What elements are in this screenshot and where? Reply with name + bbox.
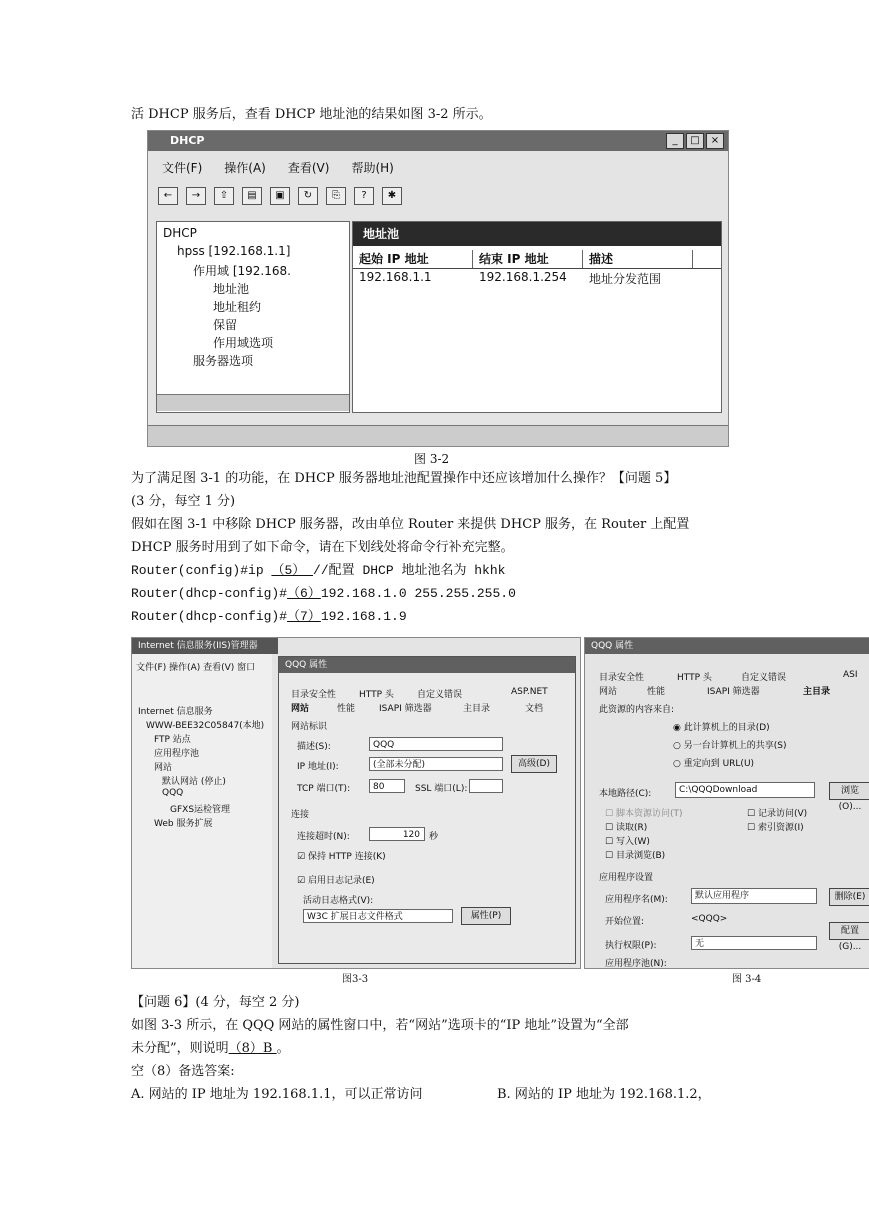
back-icon[interactable]: ← xyxy=(158,187,178,205)
cmd1-suffix: //配置 DHCP 地址池名为 hkhk xyxy=(313,563,506,578)
new-icon[interactable]: ✱ xyxy=(382,187,402,205)
question-line-2: (3 分，每空 1 分) xyxy=(131,494,236,509)
pool-column-headers xyxy=(353,250,721,269)
dhcp-toolbar xyxy=(148,187,728,209)
checkbox-directory-browsing[interactable]: ☐ 目录浏览(B) xyxy=(605,851,666,861)
tab-custom-errors[interactable]: 自定义错误 xyxy=(417,690,463,700)
index-resource-label: 索引资源(I) xyxy=(757,823,804,833)
qqq-properties-dialog xyxy=(278,656,576,964)
timeout-label: 连接超时(N): xyxy=(297,832,350,842)
command-line-3 xyxy=(131,609,407,625)
app-name-label: 应用程序名(M): xyxy=(605,895,668,905)
local-path-label: 本地路径(C): xyxy=(599,789,652,799)
figure-3-3-caption: 图3-3 xyxy=(342,974,369,985)
ip-address-label: IP 地址(I): xyxy=(297,762,339,772)
iis-tree-gfxs[interactable]: GFXS运检管理 xyxy=(170,805,231,815)
q6-line-2: 如图 3-3 所示，在 QQQ 网站的属性窗口中，若“网站”选项卡的“IP 地址”设置为“全部 xyxy=(131,1018,629,1033)
checkbox-read[interactable]: ☐ 读取(R) xyxy=(605,823,648,833)
ip-address-select[interactable]: (全部未分配) xyxy=(369,757,503,771)
config-button[interactable]: 配置(G)... xyxy=(829,922,869,940)
cell-end-ip: 192.168.1.254 xyxy=(479,270,567,284)
dialog-title-2: QQQ 属性 xyxy=(585,638,869,654)
tree-item-address-pool[interactable]: 地址池 xyxy=(213,282,250,296)
logging-checkbox[interactable] xyxy=(297,873,375,886)
description-label: 描述(S): xyxy=(297,742,331,752)
q6-line-3-prefix: 未分配”，则说明 xyxy=(131,1041,229,1056)
tab2-custom-errors[interactable]: 自定义错误 xyxy=(741,673,787,683)
q6-line-1: 【问题 6】(4 分，每空 2 分) xyxy=(131,995,300,1010)
cmd2-prefix: Router(dhcp-config)# xyxy=(131,586,288,601)
log-format-label: 活动日志格式(V): xyxy=(303,896,374,906)
iis-tree-ftp[interactable]: FTP 站点 xyxy=(154,735,191,745)
tree-item-reservations[interactable]: 保留 xyxy=(213,318,238,332)
question-line-1: 为了满足图 3-1 的功能，在 DHCP 服务器地址池配置操作中还应该增加什么操作？【问题 5】 xyxy=(131,471,677,486)
dhcp-menu-bar xyxy=(148,159,728,179)
command-line-1 xyxy=(131,563,505,579)
iis-tree-default-site[interactable]: 默认网站 (停止) xyxy=(162,777,226,787)
tab2-home-directory[interactable]: 主目录 xyxy=(803,687,831,697)
dhcp-tree xyxy=(156,221,350,413)
figure-3-2-dhcp-console xyxy=(147,130,729,447)
write-label: 写入(W) xyxy=(615,837,650,847)
checkbox-script-access[interactable]: ☐ 脚本资源访问(T) xyxy=(605,809,683,819)
col-end-ip[interactable]: 结束 IP 地址 xyxy=(473,250,583,268)
tab2-isapi-filters[interactable]: ISAPI 筛选器 xyxy=(707,687,760,697)
tab2-website[interactable]: 网站 xyxy=(599,687,618,697)
iis-manager-menus: 文件(F) 操作(A) 查看(V) 窗口 xyxy=(136,663,256,673)
exec-permission-label: 执行权限(P): xyxy=(605,941,657,951)
tab2-directory-security[interactable]: 目录安全性 xyxy=(599,673,645,683)
tree-item-scope[interactable]: 作用域 [192.168. xyxy=(193,264,291,278)
script-access-label: 脚本资源访问(T) xyxy=(615,809,683,819)
tree-scrollbar[interactable] xyxy=(157,394,349,411)
tab-asp-net[interactable]: ASP.NET xyxy=(511,687,548,697)
cell-start-ip: 192.168.1.1 xyxy=(359,270,432,284)
radio-network-share[interactable]: ○ 另一台计算机上的共享(S) xyxy=(673,741,787,751)
read-label: 读取(R) xyxy=(615,823,648,833)
ssl-port-input[interactable] xyxy=(469,779,503,793)
tab-documents[interactable]: 文档 xyxy=(525,704,544,714)
tab-isapi-filters[interactable]: ISAPI 筛选器 xyxy=(379,704,432,714)
answer-blank-8: （8）B xyxy=(228,1041,277,1056)
tree-item-address-leases[interactable]: 地址租约 xyxy=(213,300,262,314)
tab-http-headers[interactable]: HTTP 头 xyxy=(359,690,394,700)
dialog-title: QQQ 属性 xyxy=(279,657,575,673)
iis-manager-title: Internet 信息服务(IIS)管理器 xyxy=(132,638,278,654)
start-position-label: 开始位置: xyxy=(605,917,645,927)
cmd3-prefix: Router(dhcp-config)# xyxy=(131,609,288,624)
iis-tree-web-ext[interactable]: Web 服务扩展 xyxy=(154,819,213,829)
cmd3-suffix: 192.168.1.9 xyxy=(320,609,407,624)
help-icon[interactable]: ? xyxy=(354,187,374,205)
radio-local-directory-label: 此计算机上的目录(D) xyxy=(683,723,770,733)
log-properties-button[interactable]: 属性(P) xyxy=(461,907,511,925)
tree-item-server[interactable]: hpss [192.168.1.1] xyxy=(177,244,291,258)
keepalive-label: 保持 HTTP 连接(K) xyxy=(307,852,386,862)
checkbox-checked-icon: ☑ xyxy=(297,876,308,886)
keepalive-checkbox[interactable] xyxy=(297,849,386,862)
tab2-http-headers[interactable]: HTTP 头 xyxy=(677,673,712,683)
checkbox-write[interactable]: ☐ 写入(W) xyxy=(605,837,650,847)
option-a: A. 网站的 IP 地址为 192.168.1.1，可以正常访问 xyxy=(131,1087,423,1102)
radio-local-directory[interactable]: ◉ 此计算机上的目录(D) xyxy=(673,723,770,733)
intro-line: 活 DHCP 服务后，查看 DHCP 地址池的结果如图 3-2 所示。 xyxy=(131,107,492,122)
address-pool-pane xyxy=(352,221,722,413)
figure-3-4-caption: 图 3-4 xyxy=(732,974,762,985)
command-line-2 xyxy=(131,586,516,602)
minimize-icon[interactable]: _ xyxy=(666,133,684,149)
tcp-port-label: TCP 端口(T): xyxy=(297,784,351,794)
description-input[interactable]: QQQ xyxy=(369,737,503,751)
local-path-input[interactable]: C:\QQQDownload xyxy=(675,782,815,798)
maximize-icon[interactable]: □ xyxy=(686,133,704,149)
close-icon[interactable]: × xyxy=(706,133,724,149)
menu-action[interactable]: 操作(A) xyxy=(224,161,266,175)
q6-line-3-suffix: 。 xyxy=(276,1041,290,1056)
app-settings-section: 应用程序设置 xyxy=(599,873,654,883)
up-icon[interactable]: ⇧ xyxy=(214,187,234,205)
col-start-ip[interactable]: 起始 IP 地址 xyxy=(353,250,473,268)
forward-icon[interactable]: → xyxy=(186,187,206,205)
checkbox-index-resource[interactable]: ☐ 索引资源(I) xyxy=(747,823,804,833)
figure-3-2-caption: 图 3-2 xyxy=(414,452,450,466)
option-b: B. 网站的 IP 地址为 192.168.1.2， xyxy=(497,1087,711,1102)
log-format-select[interactable]: W3C 扩展日志文件格式 xyxy=(303,909,453,923)
cell-description: 地址分发范围 xyxy=(589,272,662,286)
tab-performance[interactable]: 性能 xyxy=(337,704,356,714)
tab-website[interactable]: 网站 xyxy=(291,704,310,714)
table-row[interactable] xyxy=(353,270,721,288)
q6-line-3 xyxy=(131,1041,290,1057)
log-visits-label: 记录访问(V) xyxy=(757,809,808,819)
exec-permission-select[interactable]: 无 xyxy=(691,936,817,950)
tree-item-scope-options[interactable]: 作用域选项 xyxy=(213,336,274,350)
checkbox-checked-icon: ☑ xyxy=(297,852,308,862)
iis-tree-server[interactable]: WWW-BEE32C05847(本地) xyxy=(146,721,265,731)
advanced-button[interactable]: 高级(D) xyxy=(511,755,557,773)
checkbox-log-visits[interactable]: ☐ 记录访问(V) xyxy=(747,809,808,819)
content-source-label: 此资源的内容来自: xyxy=(599,705,675,715)
radio-redirect-url-label: 重定向到 URL(U) xyxy=(683,759,755,769)
remove-button[interactable]: 删除(E) xyxy=(829,888,869,906)
figure-3-4-iis-home-directory-tab xyxy=(584,637,869,969)
logging-label: 启用日志记录(E) xyxy=(307,876,375,886)
cmd1-prefix: Router(config)#ip xyxy=(131,563,272,578)
cmd2-suffix: 192.168.1.0 255.255.255.0 xyxy=(320,586,516,601)
ssl-port-label: SSL 端口(L): xyxy=(415,784,468,794)
radio-network-share-label: 另一台计算机上的共享(S) xyxy=(683,741,787,751)
question-line-3: 假如在图 3-1 中移除 DHCP 服务器，改由单位 Router 来提供 DHCP 服务，在 Router 上配置 xyxy=(131,517,690,532)
tree-item-dhcp[interactable]: DHCP xyxy=(163,226,197,240)
menu-help[interactable]: 帮助(H) xyxy=(351,161,394,175)
app-pool-label: 应用程序池(N): xyxy=(605,959,667,969)
tab-directory-security[interactable]: 目录安全性 xyxy=(291,690,337,700)
timeout-unit: 秒 xyxy=(429,832,439,842)
browse-button[interactable]: 浏览(O)... xyxy=(829,782,869,800)
pane-title: 地址池 xyxy=(353,222,721,246)
dhcp-status-bar xyxy=(148,425,728,446)
tree-item-server-options[interactable]: 服务器选项 xyxy=(193,354,254,368)
tab-home-directory[interactable]: 主目录 xyxy=(463,704,491,714)
menu-view[interactable]: 查看(V) xyxy=(287,161,330,175)
refresh-icon[interactable]: ↻ xyxy=(298,187,318,205)
dhcp-title-bar xyxy=(148,131,728,151)
q6-line-4: 空（8）备选答案: xyxy=(131,1064,235,1079)
iis-tree-root[interactable]: Internet 信息服务 xyxy=(138,707,213,717)
section-website-identification: 网站标识 xyxy=(291,722,328,732)
iis-tree-qqq[interactable]: QQQ xyxy=(162,788,184,798)
properties-icon[interactable]: ▣ xyxy=(270,187,290,205)
dhcp-window-title: DHCP xyxy=(170,134,205,147)
app-name-input[interactable]: 默认应用程序 xyxy=(691,888,817,904)
radio-redirect-url[interactable]: ○ 重定向到 URL(U) xyxy=(673,759,755,769)
cmd3-blank: （7） xyxy=(287,609,321,624)
timeout-input[interactable]: 120 xyxy=(369,827,425,841)
menu-file[interactable]: 文件(F) xyxy=(162,161,203,175)
col-description[interactable]: 描述 xyxy=(583,250,693,268)
iis-tree-app-pools[interactable]: 应用程序池 xyxy=(154,749,200,759)
start-position-value: <QQQ> xyxy=(691,914,728,924)
question-line-4: DHCP 服务时用到了如下命令，请在下划线处将命令行补充完整。 xyxy=(131,540,514,555)
directory-browsing-label: 目录浏览(B) xyxy=(615,851,666,861)
tcp-port-input[interactable]: 80 xyxy=(369,779,405,793)
figure-3-3-iis-website-tab xyxy=(131,637,581,969)
tab2-asi[interactable]: ASI xyxy=(843,670,858,680)
iis-tree-websites[interactable]: 网站 xyxy=(154,763,173,773)
export-icon[interactable]: ⎘ xyxy=(326,187,346,205)
cmd1-blank: （5） xyxy=(271,563,314,578)
cmd2-blank: （6） xyxy=(287,586,321,601)
tab2-performance[interactable]: 性能 xyxy=(647,687,666,697)
tree-toggle-icon[interactable]: ▤ xyxy=(242,187,262,205)
section-connections: 连接 xyxy=(291,810,310,820)
